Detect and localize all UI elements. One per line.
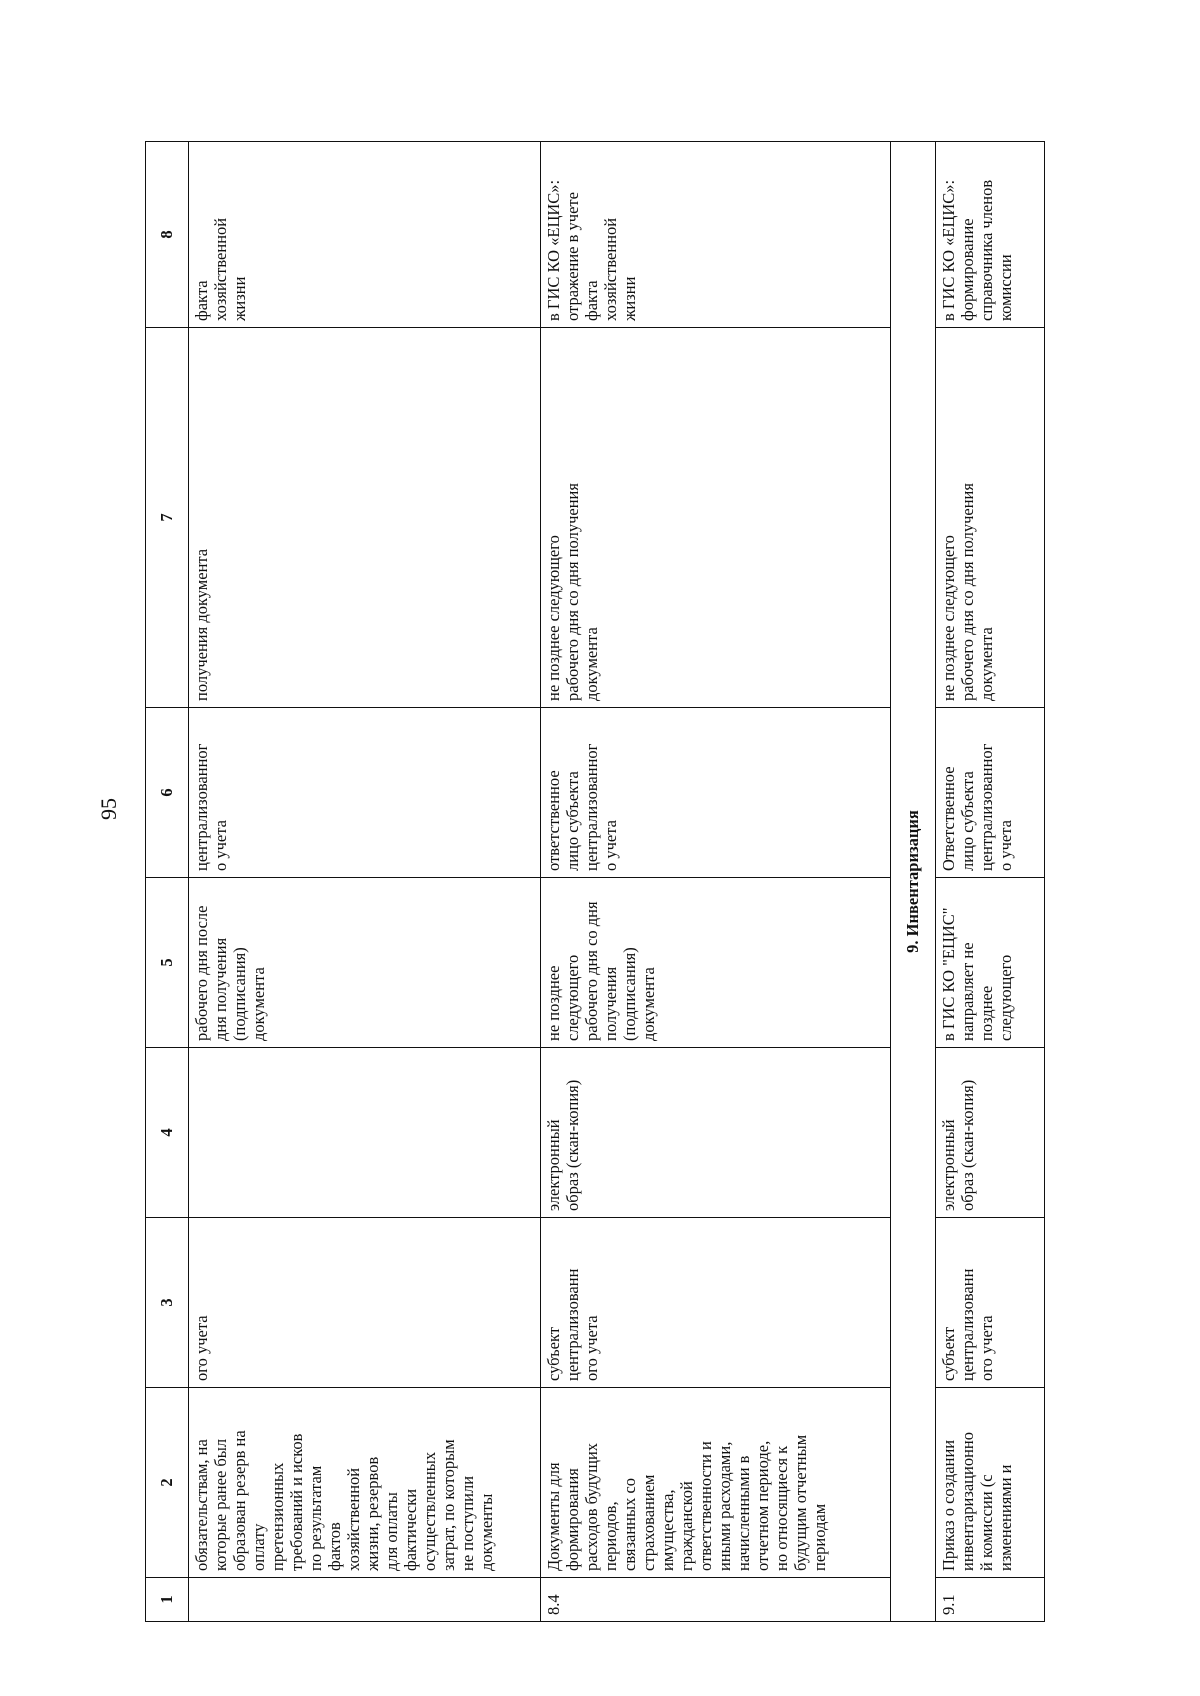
page-number: 95 [96, 798, 121, 820]
responsible-cell: централизованног о учета [189, 708, 541, 878]
responsible-cell: ответственное лицо субъекта централизованног о учета [541, 708, 891, 878]
rotated-table-container [145, 142, 1045, 1622]
column-header: 3 [146, 1218, 189, 1388]
row-number-cell: 8.4 [541, 1578, 891, 1622]
responsible-cell: Ответственное лицо субъекта централизованног о учета [936, 708, 1045, 878]
creator-cell: ого учета [189, 1218, 541, 1388]
column-header: 2 [146, 1388, 189, 1578]
table-row [189, 142, 541, 1622]
format-cell [189, 1048, 541, 1218]
action-cell: факта хозяйственной жизни [189, 142, 541, 328]
deadline-cell: в ГИС КО "ЕЦИС" направляет не позднее следующего [936, 878, 1045, 1048]
table-row [541, 142, 891, 1622]
processing-deadline-cell: не позднее следующего рабочего дня со дня получения документа [936, 328, 1045, 708]
section-row [891, 142, 936, 1622]
document-name-cell: Документы для формирования расходов будущих периодов, связанных со страхованием имущества, гражданской ответственности и иными расходами, начисленными в отчетном периоде, но относящиеся к будущим отчетным периодам [541, 1388, 891, 1578]
column-header: 7 [146, 328, 189, 708]
format-cell: электронный образ (скан-копия) [541, 1048, 891, 1218]
action-cell: в ГИС КО «ЕЦИС»: формирование справочника членов комиссии [936, 142, 1045, 328]
row-number-cell [189, 1578, 541, 1622]
column-header: 5 [146, 878, 189, 1048]
row-number-cell: 9.1 [936, 1578, 1045, 1622]
processing-deadline-cell: получения документа [189, 328, 541, 708]
document-name-cell: обязательствам, на которые ранее был образован резерв на оплату претензионных требований и исков по результатам фактов хозяйственной жизни, резервов для оплаты фактически осуществленных затрат, по которым не поступили документы [189, 1388, 541, 1578]
table-row [936, 142, 1045, 1622]
processing-deadline-cell: не позднее следующего рабочего дня со дня получения документа [541, 328, 891, 708]
creator-cell: субъект централизованн ого учета [936, 1218, 1045, 1388]
format-cell: электронный образ (скан-копия) [936, 1048, 1045, 1218]
header-row [146, 142, 189, 1622]
column-header: 6 [146, 708, 189, 878]
column-header: 4 [146, 1048, 189, 1218]
deadline-cell: рабочего дня после дня получения (подписания) документа [189, 878, 541, 1048]
document-name-cell: Приказ о создании инвентаризационно й комиссии (с изменениями и [936, 1388, 1045, 1578]
column-header: 8 [146, 142, 189, 328]
creator-cell: субъект централизованн ого учета [541, 1218, 891, 1388]
deadline-cell: не позднее следующего рабочего дня со дня получения (подписания) документа [541, 878, 891, 1048]
section-title: 9. Инвентаризация [891, 142, 936, 1622]
column-header: 1 [146, 1578, 189, 1622]
regulation-table [145, 141, 1045, 1622]
action-cell: в ГИС КО «ЕЦИС»: отражение в учете факта хозяйственной жизни [541, 142, 891, 328]
